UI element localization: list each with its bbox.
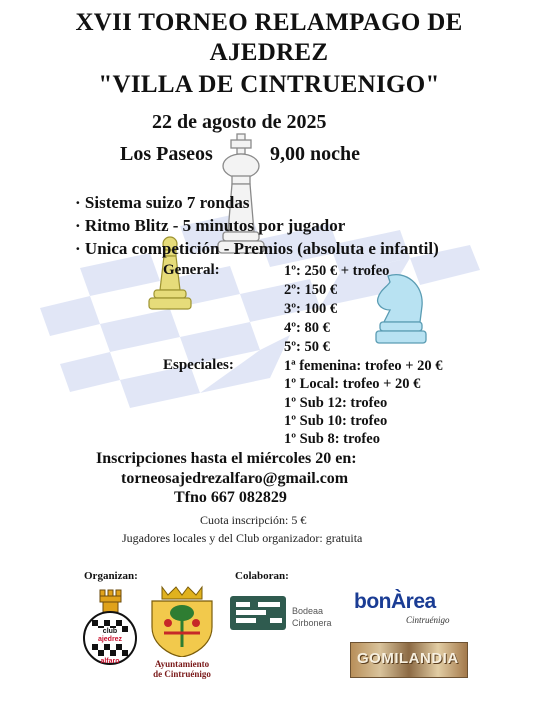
fee-amount: Cuota inscripción: 5 € xyxy=(200,513,307,527)
registration-email: torneosajedrezalfaro@gmail.com xyxy=(121,470,349,487)
blue-knight-icon xyxy=(370,268,430,348)
event-time: 9,00 noche xyxy=(270,143,360,165)
title-line-1: XVII TORNEO RELAMPAGO DE xyxy=(75,9,463,36)
general-prizes-label: General: xyxy=(163,262,220,278)
special-prizes-label: Especiales: xyxy=(163,357,234,373)
bonarea-logo xyxy=(354,590,464,630)
event-place: Los Paseos xyxy=(120,143,213,165)
bonarea-wordmark: bonÀrea xyxy=(354,590,436,613)
general-prize-1: 1º: 250 € + trofeo xyxy=(284,263,390,279)
club-logo-word-3: alfaro xyxy=(100,658,120,665)
bullet-rhythm: · Ritmo Blitz - 5 minutos por jugador xyxy=(75,216,346,235)
organizers-label: Organizan: xyxy=(84,570,138,582)
coat-of-arms-icon xyxy=(142,583,222,657)
ayuntamiento-cintruenigo-logo xyxy=(142,583,222,683)
special-prize-4: 1º Sub 10: trofeo xyxy=(284,413,388,429)
ayuntamiento-line-1: Ayuntamiento xyxy=(154,659,210,669)
bonarea-subtitle: Cintruénigo xyxy=(406,615,450,625)
club-ajedrez-alfaro-logo xyxy=(80,588,140,674)
title-line-2: AJEDREZ xyxy=(209,39,329,66)
general-prize-3: 3º: 100 € xyxy=(284,301,338,317)
bodega-cirbonera-logo xyxy=(228,594,343,634)
gomilandia-logo xyxy=(350,642,468,678)
event-date: 22 de agosto de 2025 xyxy=(152,111,327,133)
general-prize-4: 4º: 80 € xyxy=(284,320,330,336)
bodega-name-line-2: Cirbonera xyxy=(292,618,332,628)
special-prize-3: 1º Sub 12: trofeo xyxy=(284,395,388,411)
collaborators-label: Colaboran: xyxy=(235,570,289,582)
bodega-mark-icon xyxy=(228,594,288,632)
general-prize-2: 2º: 150 € xyxy=(284,282,338,298)
title-line-3: "VILLA DE CINTRUENIGO" xyxy=(98,71,440,98)
registration-phone: Tfno 667 082829 xyxy=(174,489,287,506)
ayuntamiento-line-2: de Cintruénigo xyxy=(153,669,211,679)
club-logo-word-1: club xyxy=(98,628,122,635)
bullet-system: · Sistema suizo 7 rondas xyxy=(75,193,250,212)
special-prize-2: 1º Local: trofeo + 20 € xyxy=(284,376,421,392)
club-logo-word-2: ajedrez xyxy=(92,636,128,643)
registration-deadline: Inscripciones hasta el miércoles 20 en: xyxy=(96,450,357,467)
bullet-competition: · Unica competición - Premios (absoluta e infantil) xyxy=(75,239,439,258)
special-prize-1: 1ª femenina: trofeo + 20 € xyxy=(284,358,443,374)
general-prize-5: 5º: 50 € xyxy=(284,339,330,355)
bodega-name-line-1: Bodeaa xyxy=(292,606,324,616)
gomilandia-wordmark: GOMILANDIA xyxy=(357,650,459,667)
fee-free-note: Jugadores locales y del Club organizador: gratuita xyxy=(122,531,363,545)
special-prize-5: 1º Sub 8: trofeo xyxy=(284,431,380,447)
